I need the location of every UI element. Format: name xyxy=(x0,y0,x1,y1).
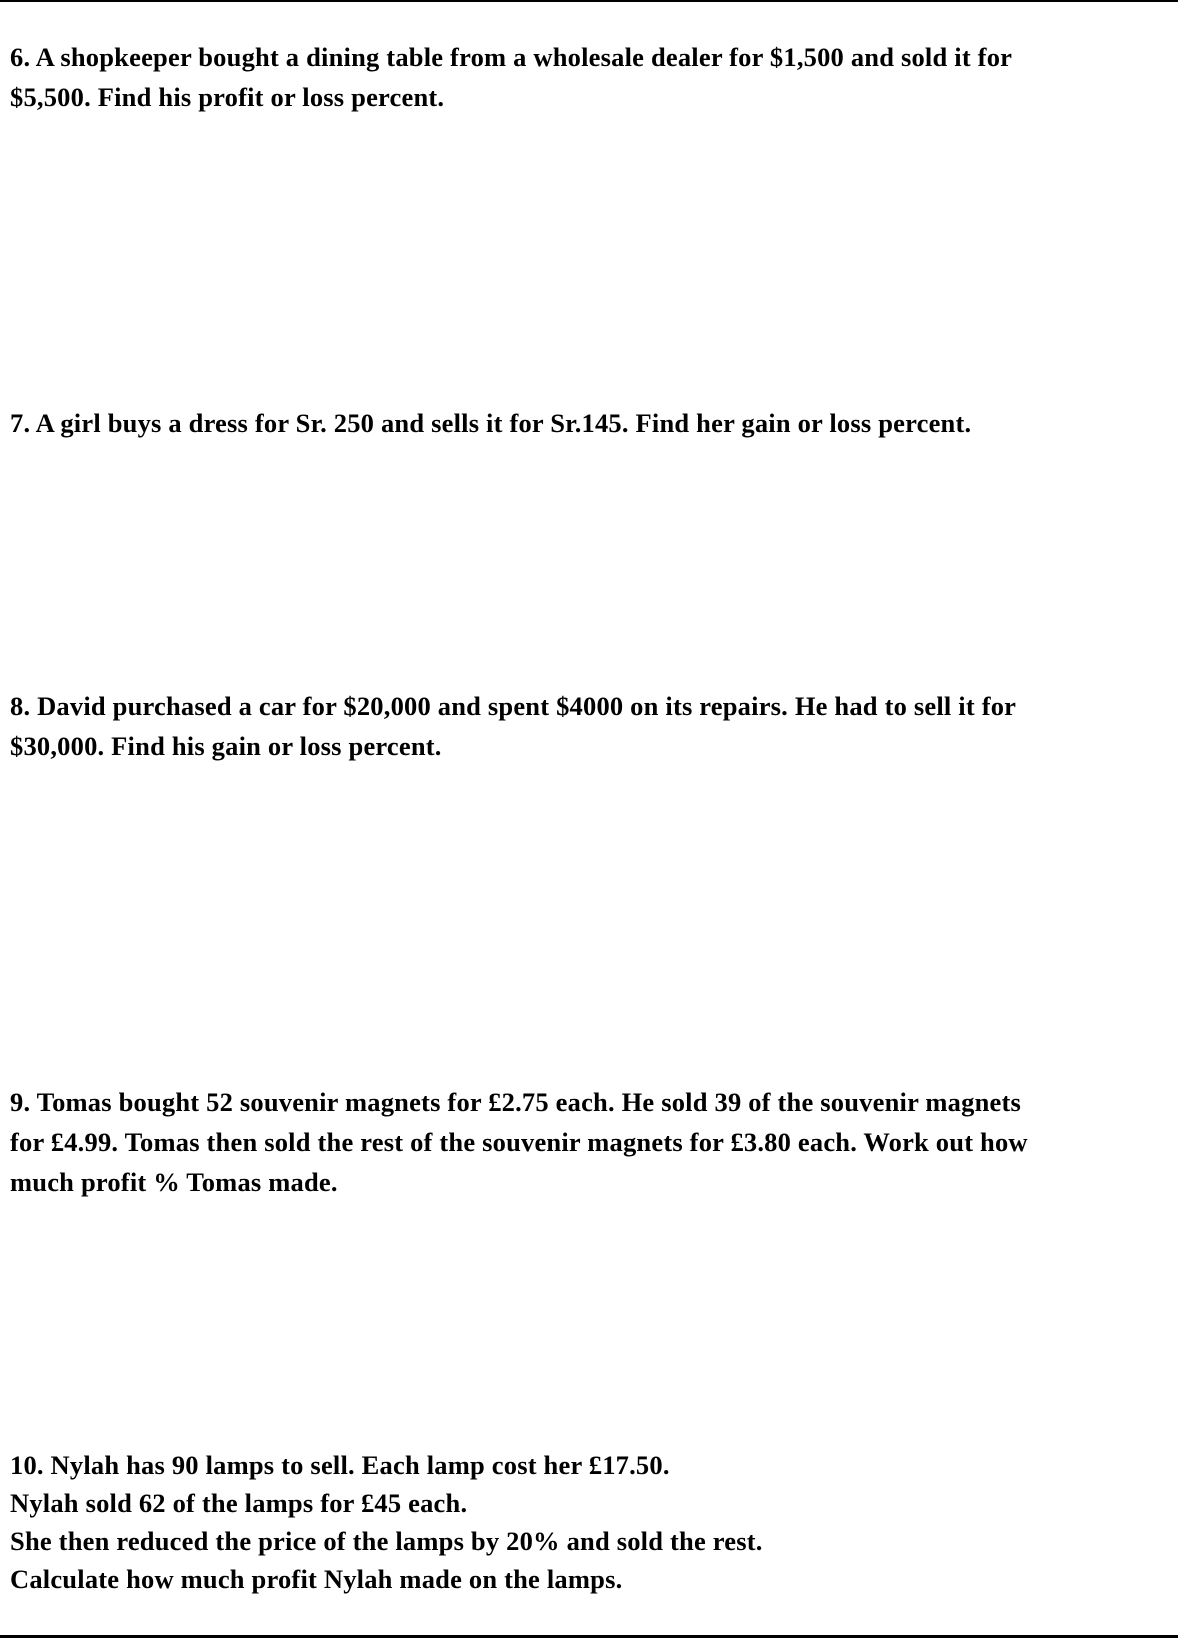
question-8 xyxy=(10,686,1170,766)
question-9-line-1: 9. Tomas bought 52 souvenir magnets for £2.75 each. He sold 39 of the souvenir magnets xyxy=(10,1087,1022,1117)
question-10 xyxy=(10,1446,1170,1598)
top-rule xyxy=(0,0,1178,2)
question-10-line-4: Calculate how much profit Nylah made on the lamps. xyxy=(10,1564,623,1594)
question-7 xyxy=(10,403,1170,443)
question-10-line-1: 10. Nylah has 90 lamps to sell. Each lamp cost her £17.50. xyxy=(10,1450,670,1480)
question-6 xyxy=(10,37,1170,117)
question-9-line-3: much profit % Tomas made. xyxy=(10,1167,338,1197)
question-7-line-1: 7. A girl buys a dress for Sr. 250 and sells it for Sr.145. Find her gain or loss percent. xyxy=(10,408,972,438)
question-8-line-1: 8. David purchased a car for $20,000 and spent $4000 on its repairs. He had to sell it for xyxy=(10,691,1017,721)
question-6-line-2: $5,500. Find his profit or loss percent. xyxy=(10,82,445,112)
question-10-line-2: Nylah sold 62 of the lamps for £45 each. xyxy=(10,1488,468,1518)
question-8-line-2: $30,000. Find his gain or loss percent. xyxy=(10,731,442,761)
question-9-line-2: for £4.99. Tomas then sold the rest of the souvenir magnets for £3.80 each. Work out how xyxy=(10,1127,1028,1157)
question-9 xyxy=(10,1082,1170,1202)
question-10-line-3: She then reduced the price of the lamps by 20% and sold the rest. xyxy=(10,1526,763,1556)
question-6-line-1: 6. A shopkeeper bought a dining table from a wholesale dealer for $1,500 and sold it for xyxy=(10,42,1013,72)
